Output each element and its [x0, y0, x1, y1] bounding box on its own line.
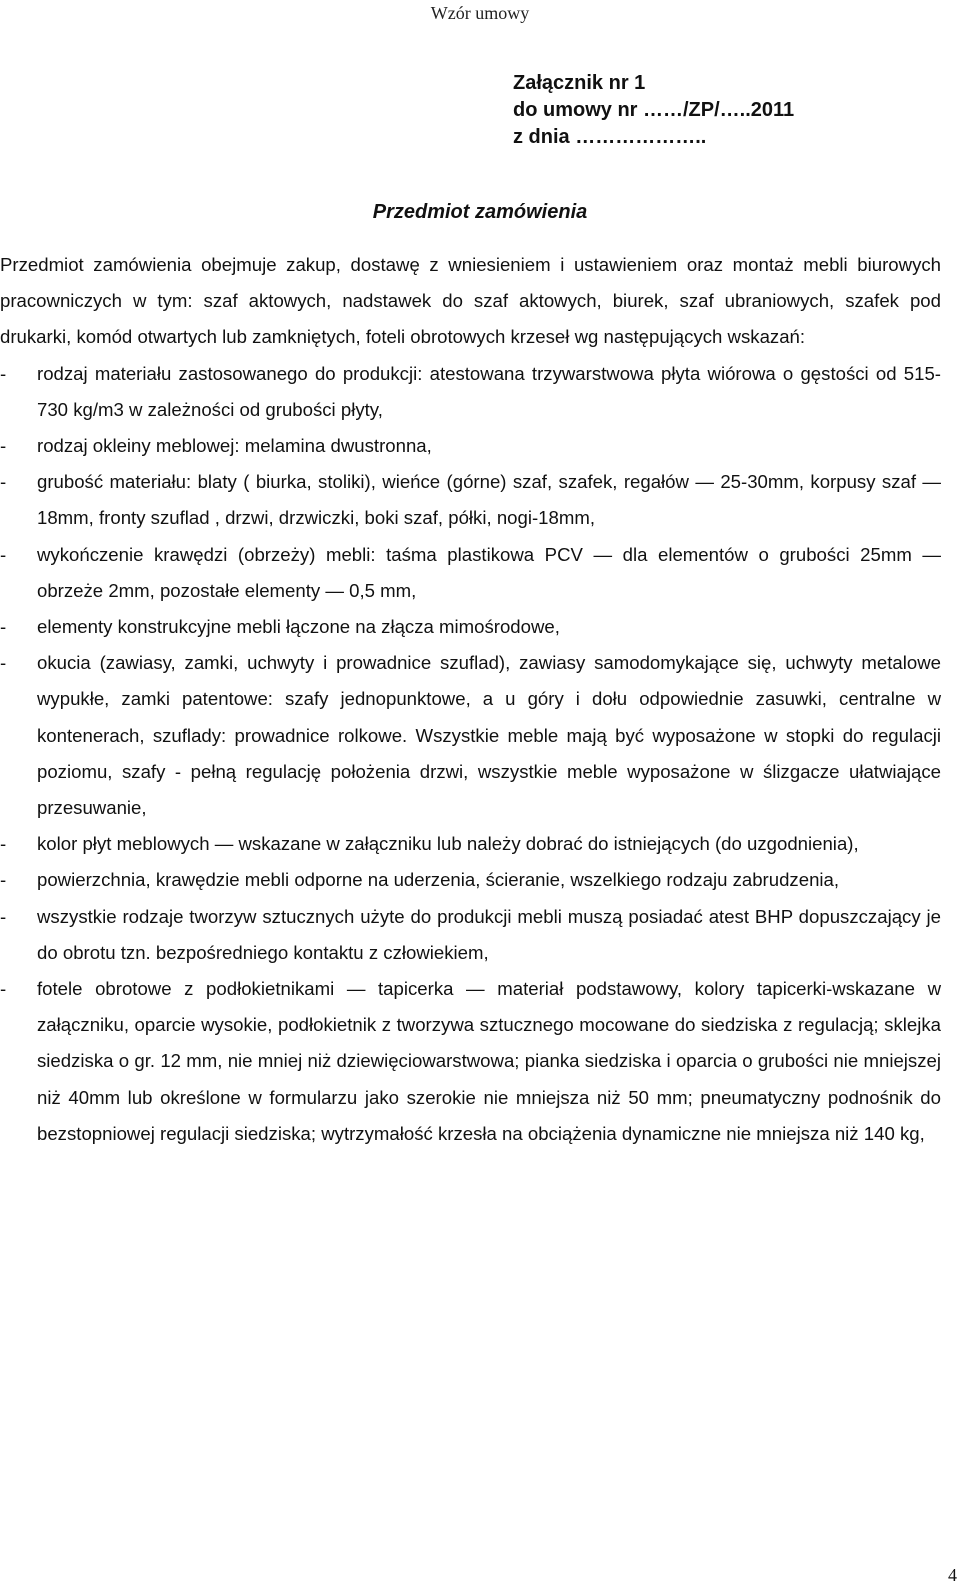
list-item [0, 645, 941, 826]
document-header-note: Wzór umowy [430, 3, 530, 23]
list-item [0, 464, 941, 536]
section-title: Przedmiot zamówienia [372, 201, 588, 223]
list-item-text: grubość materiału: blaty ( biurka, stoliki), wieńce (górne) szaf, szafek, regałów — 25-30mm, korpusy szaf — 18mm, fronty szuflad , drzwi, drzwiczki, boki szaf, półki, nogi-18mm, [37, 471, 941, 529]
requirements-list [0, 356, 941, 1152]
document-body [0, 247, 941, 1152]
list-item-text: okucia (zawiasy, zamki, uchwyty i prowadnice szuflad), zawiasy samodomykające się, uchwyty metalowe wypukłe, zamki patentowe: szafy jednopunktowe, a u góry i dołu odpowiednie zasuwki, centralne w kontenerach, szuflady: prowadnice rolkowe. Wszystkie meble mają być wyposażone w stopki do regulacji poziomu, szafy - pełną regulację położenia drzwi, wszystkie meble wyposażone w ślizgacze ułatwiające przesuwanie, [37, 652, 941, 819]
bullet-dash: - [0, 435, 7, 457]
attachment-reference [513, 70, 794, 151]
list-item [0, 609, 941, 645]
list-item [0, 428, 941, 464]
contract-number: do umowy nr ……/ZP/…..2011 [513, 99, 795, 121]
list-item-text: rodzaj okleiny meblowej: melamina dwustronna, [37, 435, 432, 457]
list-item-text: powierzchnia, krawędzie mebli odporne na uderzenia, ścieranie, wszelkiego rodzaju zabrudzenia, [37, 869, 840, 891]
bullet-dash: - [0, 616, 7, 638]
list-item-text: rodzaj materiału zastosowanego do produkcji: atestowana trzywarstwowa płyta wiórowa o gęstości od 515-730 kg/m3 w zależności od grubości płyty, [37, 362, 941, 420]
contract-date: z dnia ……………….. [513, 126, 707, 148]
list-item [0, 971, 941, 1152]
list-item-text: fotele obrotowe z podłokietnikami — tapicerka — materiał podstawowy, kolory tapicerki-wskazane w załączniku, oparcie wysokie, podłokietnik z tworzywa sztucznego mocowane do siedziska z regulacją; sklejka siedziska o gr. 12 mm, nie mniej niż dziewięciowarstwowa; pianka siedziska i oparcia o grubości nie mniejszej niż 40mm lub określone w formularzu jako szerokie nie mniejsza niż 50 mm; pneumatyczny podnośnik do bezstopniowej regulacji siedziska; wytrzymałość krzesła na obciążenia dynamiczne nie mniejsza niż 140 kg, [37, 978, 941, 1144]
list-item [0, 537, 941, 609]
list-item [0, 899, 941, 971]
list-item-text: kolor płyt meblowych — wskazane w załączniku lub należy dobrać do istniejących (do uzgodnienia), [37, 833, 859, 855]
list-item [0, 862, 941, 898]
bullet-dash: - [0, 652, 7, 674]
list-item-text: wykończenie krawędzi (obrzeży) mebli: taśma plastikowa PCV — dla elementów o grubości 25mm — obrzeże 2mm, pozostałe elementy — 0,5 mm, [37, 543, 941, 601]
bullet-dash: - [0, 869, 7, 891]
list-item-text: wszystkie rodzaje tworzyw sztucznych użyte do produkcji mebli muszą posiadać atest BHP dopuszczający je do obrotu tzn. bezpośredniego kontaktu z człowiekiem, [37, 905, 941, 963]
list-item-text: elementy konstrukcyjne mebli łączone na złącza mimośrodowe, [37, 616, 560, 638]
bullet-dash: - [0, 905, 7, 927]
page-number: 4 [948, 1565, 957, 1585]
intro-paragraph: Przedmiot zamówienia obejmuje zakup, dostawę z wniesieniem i ustawieniem oraz montaż mebli biurowych pracowniczych w tym: szaf aktowych, nadstawek do szaf aktowych, biurek, szaf ubraniowych, szafek pod drukarki, komód otwartych lub zamkniętych, foteli obrotowych krzeseł wg następujących wskazań: [0, 254, 941, 348]
list-item [0, 356, 941, 428]
bullet-dash: - [0, 543, 7, 565]
list-item [0, 826, 941, 862]
bullet-dash: - [0, 833, 7, 855]
attachment-number: Załącznik nr 1 [513, 72, 646, 94]
bullet-dash: - [0, 471, 7, 493]
bullet-dash: - [0, 978, 7, 1000]
bullet-dash: - [0, 362, 7, 384]
